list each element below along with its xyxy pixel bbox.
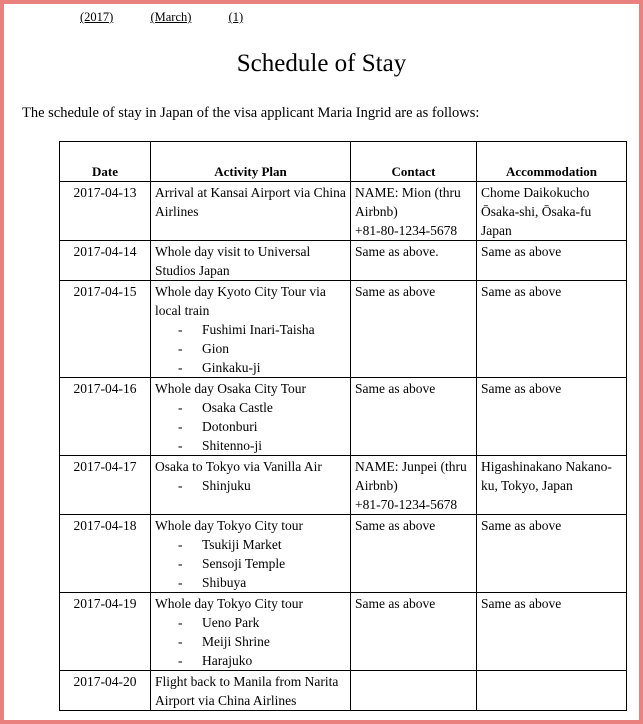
header-day: (1) (228, 10, 244, 24)
table-row (60, 281, 627, 378)
table-row (60, 456, 627, 515)
activity-place: - Shitenno-ji (155, 436, 346, 455)
cell-accommodation: Higashinakano Nakano-ku, Tokyo, Japan (477, 456, 627, 515)
activity-text: Whole day Kyoto City Tour via local train (155, 284, 326, 318)
cell-contact (351, 593, 477, 671)
cell-accommodation: Same as above (477, 378, 627, 456)
contact-line: NAME: Junpei (thru Airbnb) (355, 459, 467, 493)
cell-accommodation: Same as above (477, 281, 627, 378)
cell-date: 2017-04-13 (60, 182, 151, 241)
cell-contact (351, 456, 477, 515)
cell-activity (151, 241, 351, 281)
activity-place: - Ginkaku-ji (155, 358, 346, 377)
activity-text: Whole day visit to Universal Studios Japan (155, 244, 311, 278)
activity-text: Flight back to Manila from Narita Airport via China Airlines (155, 674, 339, 708)
table-row (60, 671, 627, 711)
cell-date: 2017-04-14 (60, 241, 151, 281)
column-header-contact: Contact (351, 142, 477, 182)
table-row (60, 378, 627, 456)
cell-contact (351, 281, 477, 378)
cell-activity (151, 671, 351, 711)
column-header-accommodation: Accommodation (477, 142, 627, 182)
contact-line: +81-70-1234-5678 (355, 497, 458, 512)
cell-accommodation: Same as above (477, 241, 627, 281)
contact-line: Same as above (355, 596, 436, 611)
table-header-row (60, 142, 627, 182)
column-header-date: Date (60, 142, 151, 182)
activity-text: Whole day Tokyo City tour (155, 596, 304, 611)
table-row (60, 241, 627, 281)
cell-activity (151, 456, 351, 515)
table-row (60, 182, 627, 241)
cell-activity (151, 182, 351, 241)
header-month: (March) (150, 10, 192, 24)
activity-text: Arrival at Kansai Airport via China Airlines (155, 185, 346, 219)
contact-line: NAME: Mion (thru Airbnb) (355, 185, 461, 219)
activity-text: Osaka to Tokyo via Vanilla Air (155, 459, 322, 474)
date-header (80, 10, 243, 25)
intro-text: The schedule of stay in Japan of the visa applicant Maria Ingrid are as follows: (22, 105, 480, 121)
contact-line: Same as above. (355, 244, 439, 259)
activity-place: - Ueno Park (155, 613, 346, 632)
cell-contact (351, 241, 477, 281)
page-title: Schedule of Stay (236, 50, 407, 77)
header-year: (2017) (80, 10, 114, 24)
table-row (60, 515, 627, 593)
cell-date: 2017-04-20 (60, 671, 151, 711)
cell-activity (151, 378, 351, 456)
activity-place: - Meiji Shrine (155, 632, 346, 651)
cell-activity (151, 515, 351, 593)
cell-contact (351, 671, 477, 711)
cell-accommodation: Same as above (477, 593, 627, 671)
activity-place: - Shinjuku (155, 476, 346, 495)
cell-date: 2017-04-18 (60, 515, 151, 593)
cell-date: 2017-04-16 (60, 378, 151, 456)
activity-text: Whole day Tokyo City tour (155, 518, 304, 533)
cell-accommodation: Same as above (477, 515, 627, 593)
column-header-activity: Activity Plan (151, 142, 351, 182)
cell-date: 2017-04-19 (60, 593, 151, 671)
activity-place: - Fushimi Inari-Taisha (155, 320, 346, 339)
cell-activity (151, 281, 351, 378)
activity-place: - Dotonburi (155, 417, 346, 436)
table-row (60, 593, 627, 671)
contact-line: +81-80-1234-5678 (355, 223, 458, 238)
activity-place: - Harajuko (155, 651, 346, 670)
cell-activity (151, 593, 351, 671)
schedule-table (59, 141, 627, 711)
cell-accommodation (477, 671, 627, 711)
contact-line: Same as above (355, 381, 436, 396)
cell-accommodation: Chome Daikokucho Ōsaka-shi, Ōsaka-fu Japan (477, 182, 627, 241)
activity-place: - Osaka Castle (155, 398, 346, 417)
contact-line: Same as above (355, 518, 436, 533)
activity-place: - Sensoji Temple (155, 554, 346, 573)
activity-place: - Shibuya (155, 573, 346, 592)
cell-contact (351, 182, 477, 241)
cell-date: 2017-04-15 (60, 281, 151, 378)
activity-place: - Gion (155, 339, 346, 358)
activity-text: Whole day Osaka City Tour (155, 381, 307, 396)
contact-line: Same as above (355, 284, 436, 299)
activity-place: - Tsukiji Market (155, 535, 346, 554)
cell-contact (351, 515, 477, 593)
cell-date: 2017-04-17 (60, 456, 151, 515)
cell-contact (351, 378, 477, 456)
